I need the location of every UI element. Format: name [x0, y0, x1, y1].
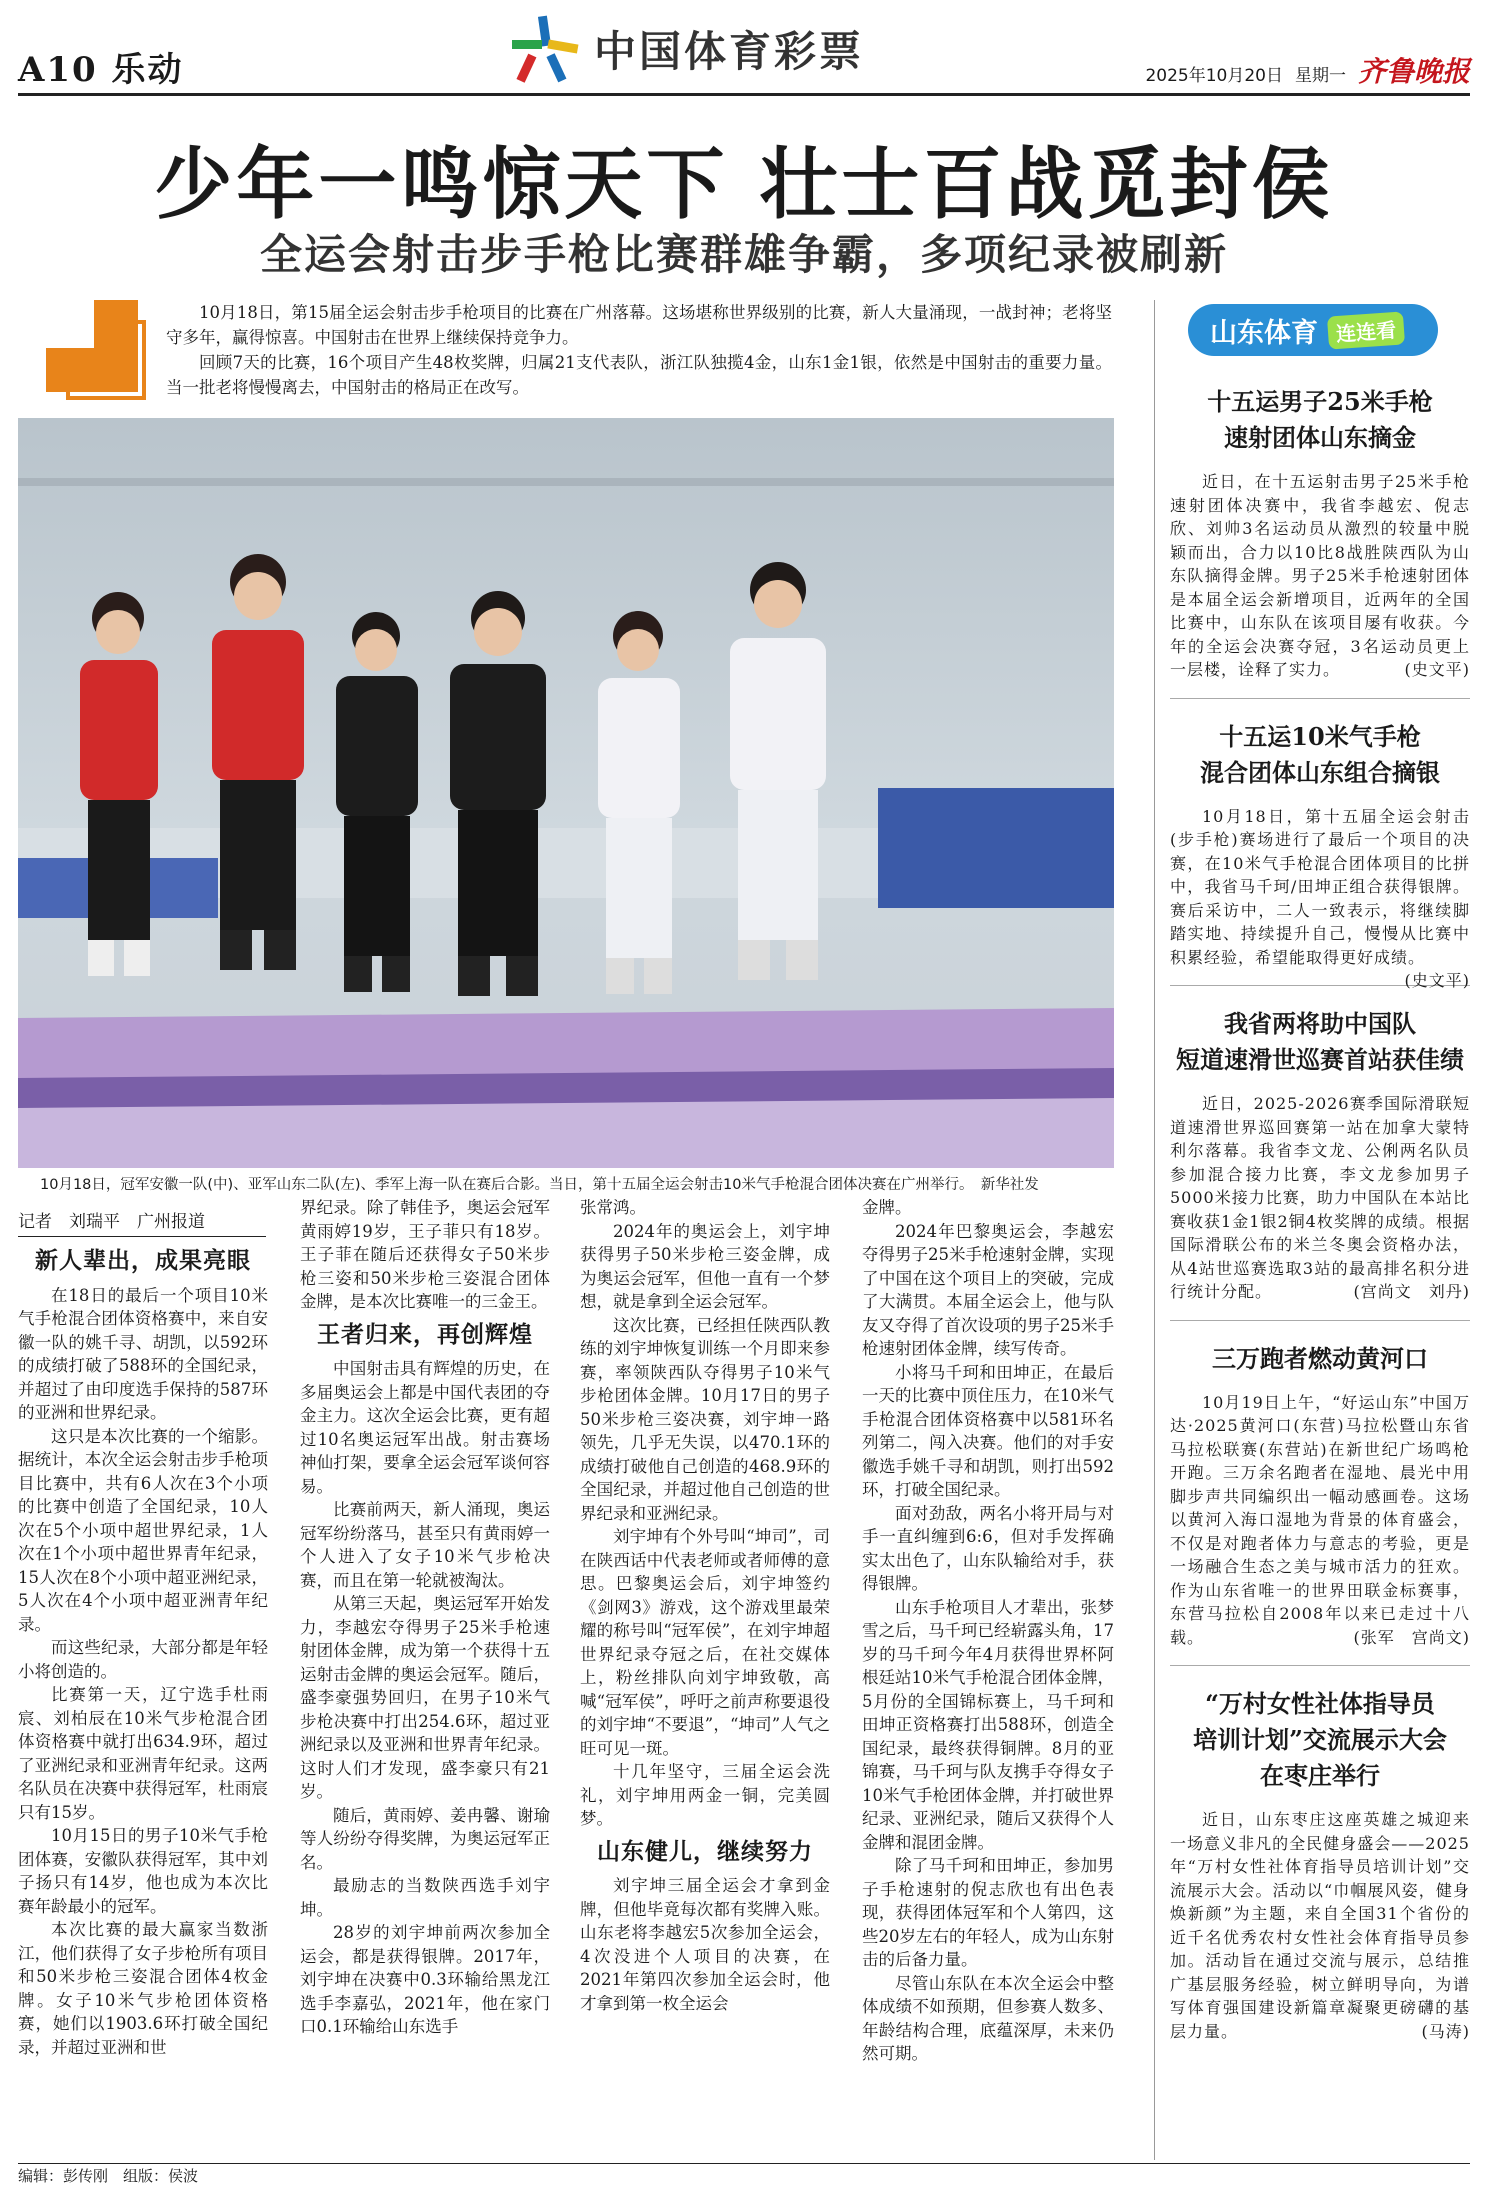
lottery-logo [510, 6, 890, 91]
newspaper-name: 齐鲁晚报 [1357, 55, 1470, 88]
article-author: (史文平) [1404, 971, 1470, 990]
sidebar-article [1170, 1341, 1470, 1650]
column-divider [1154, 300, 1155, 2160]
article-title: 十五运10米气手枪 [1219, 721, 1421, 751]
article-text: 近日，山东枣庄这座英雄之城迎来一场意义非凡的全民健身盛会——2025年“万村女性社体育指导员培训计划”交流展示大会。活动以“巾帼展风姿，健身焕新颜”为主题，来自全国31个省份的近千名优秀农村女性社会体育指导员参加。活动旨在通过交流与展示，总结推广基层服务经验，树立鲜明导向，为谱写体育强国建设新篇章凝聚更磅礴的基层力量。 [1170, 1810, 1470, 2041]
sidebar-article [1170, 384, 1470, 682]
section-heading: 山东健儿，继续努力 [597, 1838, 813, 1865]
article-title: 三万跑者燃动黄河口 [1212, 1343, 1428, 1373]
logo-text: 中国体育彩票 [594, 26, 865, 76]
issue-weekday: 星期一 [1294, 66, 1346, 86]
body-paragraph: 在18日的最后一个项目10米气手枪混合团体资格赛中，来自安徽一队的姚千寻、胡凯，以592环的成绩打破了588环的全国纪录，并超过了由印度选手保持的587环的亚洲和世界纪录。 [18, 1285, 268, 1422]
body-paragraph: 最励志的当数陕西选手刘宇坤。 [300, 1876, 550, 1919]
page-section-label: A10 乐动 [18, 50, 184, 90]
page-header [0, 0, 1488, 100]
sidebar-article [1170, 1006, 1470, 1304]
byline: 记者 刘瑞平 广州报道 [18, 1207, 266, 1237]
sidebar-divider [1170, 698, 1470, 699]
lottery-star-icon [510, 14, 580, 84]
article-text: 10月18日，第十五届全运会射击(步手枪)赛场进行了最后一个项目的决赛，在10米气手枪混合团体项目的比拼中，我省马千珂/田坤正组合获得银牌。赛后采访中，二人一致表示，将继续脚踏实地、持续提升自己，慢慢从比赛中积累经验，希望能取得更好成绩。 [1170, 806, 1470, 967]
body-paragraph: 小将马千珂和田坤正，在最后一天的比赛中顶住压力，在10米气手枪混合团体资格赛中以581环名列第二，闯入决赛。他们的对手安徽选手姚千寻和胡凯，则打出592环，打破全国纪录。 [862, 1362, 1114, 1499]
podium-photo [18, 418, 1114, 1168]
body-paragraph: 从第三天起，奥运冠军开始发力，李越宏夺得男子25米手枪速射团体金牌，成为第一个获得十五运射击金牌的奥运会冠军。随后，盛李豪强势回归，在男子10米气步枪决赛中打出254.6环，超过亚洲纪录以及亚洲和世界青年纪录。这时人们才发现，盛李豪只有21岁。 [300, 1594, 550, 1801]
sidebar-divider [1170, 1665, 1470, 1666]
lead-paragraph: 回顾7天的比赛，16个项目产生48枚奖牌，归属21支代表队，浙江队独揽4金，山东1金1银，依然是中国射击的重要力量。当一批老将慢慢离去，中国射击的格局正在改写。 [166, 353, 1112, 397]
header-rule [18, 93, 1470, 96]
body-paragraph: 除了马千珂和田坤正，参加男子手枪速射的倪志欣也有出色表现，获得团体冠军和个人第四，这些20岁左右的年轻人，成为山东射击的后备力量。 [862, 1856, 1114, 1969]
body-paragraph: 刘宇坤有个外号叫“坤司”，司在陕西话中代表老师或者师傅的意思。巴黎奥运会后，刘宇坤签约《剑网3》游戏，这个游戏里最荣耀的称号叫“冠军侯”，在刘宇坤超世界纪录夺冠之后，在社交媒体上，粉丝排队向刘宇坤致敬，高喊“冠军侯”，呼吁之前声称要退役的刘宇坤“不要退”，“坤司”人气之旺可见一斑。 [580, 1527, 830, 1758]
body-paragraph: 金牌。 [862, 1198, 912, 1217]
article-title: 培训计划”交流展示大会 [1193, 1725, 1447, 1754]
footer-rule [18, 2163, 1470, 2164]
section-heading: 王者归来，再创辉煌 [317, 1321, 533, 1348]
issue-date: 2025年10月20日 [1145, 66, 1283, 86]
sidebar-tag-title: 山东体育 [1210, 317, 1318, 349]
body-paragraph: 刘宇坤三届全运会才拿到金牌，但他毕竟每次都有奖牌入账。山东老将李越宏5次参加全运会，4次没进个人项目的决赛，在2021年第四次参加全运会时，他才拿到第一枚全运会 [580, 1876, 830, 2013]
article-text: 近日，在十五运射击男子25米手枪速射团体决赛中，我省李越宏、倪志欣、刘帅3名运动员从激烈的较量中脱颖而出，合力以10比8战胜陕西队为山东队摘得金牌。男子25米手枪速射团体是本届全运会新增项目，近两年的全国比赛中，山东队在该项目屡有收获。今年的全运会决赛夺冠，3名运动员更上一层楼，诠释了实力。 [1170, 472, 1470, 679]
article-author: (史文平) [1404, 660, 1470, 679]
photo-caption: 10月18日，冠军安徽一队(中)、亚军山东二队(左)、季军上海一队在赛后合影。当日，第十五届全运会射击10米气手枪混合团体决赛在广州举行。 新华社发 [40, 1177, 1039, 1193]
dateline [1145, 50, 1470, 90]
body-paragraph: 随后，黄雨婷、姜冉馨、谢瑜等人纷纷夺得奖牌，为奥运冠军正名。 [300, 1805, 550, 1872]
footer-credits: 编辑：彭传刚 组版：侯波 [18, 2167, 199, 2185]
article-title: 在枣庄举行 [1260, 1761, 1380, 1790]
body-paragraph: 而这些纪录，大部分都是年轻小将创造的。 [18, 1638, 268, 1681]
body-paragraph: 10月15日的男子10米气手枪团体赛，安徽队获得冠军，其中刘子扬只有14岁，他也成为本次比赛年龄最小的冠军。 [18, 1826, 268, 1916]
body-column-4 [862, 1196, 1114, 2066]
body-paragraph: 张常鸿。 [580, 1198, 646, 1217]
subheadline: 全运会射击步手枪比赛群雄争霸，多项纪录被刷新 [259, 230, 1228, 279]
body-paragraph: 面对劲敌，两名小将开局与对手一直纠缠到6:6，但对手发挥确实太出色了，山东队输给对手，获得银牌。 [862, 1503, 1114, 1593]
article-title: 速射团体山东摘金 [1224, 423, 1416, 452]
section-heading: 新人辈出，成果亮眼 [35, 1248, 251, 1274]
body-column-3 [580, 1196, 830, 2015]
body-paragraph: 比赛前两天，新人涌现，奥运冠军纷纷落马，甚至只有黄雨婷一个人进入了女子10米气步枪决赛，而且在第一轮就被淘汰。 [300, 1500, 550, 1590]
body-paragraph: 尽管山东队在本次全运会中整体成绩不如预期，但参赛人数多、年龄结构合理，底蕴深厚，未来仍然可期。 [862, 1973, 1114, 2063]
headline: 少年一鸣惊天下 壮士百战觅封侯 [154, 139, 1334, 230]
sidebar-article [1170, 1686, 1470, 2043]
body-paragraph: 28岁的刘宇坤前两次参加全运会，都是获得银牌。2017年，刘宇坤在决赛中0.3环输给黑龙江选手李嘉弘，2021年，他在家门口0.1环输给山东选手 [300, 1923, 550, 2036]
body-paragraph: 比赛第一天，辽宁选手杜雨宸、刘柏辰在10米气步枪混合团体资格赛中就打出634.9环，超过了亚洲纪录和亚洲青年纪录。这两名队员在决赛中获得冠军，杜雨宸只有15岁。 [18, 1685, 268, 1822]
body-paragraph: 2024年的奥运会上，刘宇坤获得男子50米步枪三姿金牌，成为奥运会冠军，但他一直有一个梦想，就是拿到全运会冠军。 [580, 1221, 830, 1311]
sidebar [1170, 300, 1470, 2059]
article-author: (马涛) [1421, 2021, 1470, 2041]
body-paragraph: 十几年坚守，三届全运会洗礼，刘宇坤用两金一铜，完美圆梦。 [580, 1762, 830, 1828]
body-paragraph: 这次比赛，已经担任陕西队教练的刘宇坤恢复训练一个月即来参赛，率领陕西队夺得男子10米气步枪团体金牌。10月17日的男子50米步枪三姿决赛，刘宇坤一路领先，几乎无失误，以470.1环的成绩打破他自己创造的468.9环的全国纪录，并超过他自己创造的世界纪录和亚洲纪录。 [580, 1315, 830, 1523]
sidebar-tag [1170, 300, 1470, 374]
article-title: 十五运男子25米手枪 [1207, 387, 1433, 416]
article-text: 近日，2025-2026赛季国际滑联短道速滑世界巡回赛第一站在加拿大蒙特利尔落幕。我省李文龙、公俐两名队员参加混合接力比赛，李文龙参加男子5000米接力比赛，助力中国队在本站比赛收获1金1银2铜4枚奖牌的成绩。根据国际滑联公布的米兰冬奥会资格办法，从4站世巡赛选取3站的最高排名积分进行统计分配。 [1170, 1094, 1470, 1301]
sidebar-article [1170, 719, 1470, 990]
article-author: (宫尚文 刘丹) [1353, 1282, 1470, 1301]
body-paragraph: 2024年巴黎奥运会，李越宏夺得男子25米手枪速射金牌，实现了中国在这个项目上的突破，完成了大满贯。本届全运会上，他与队友又夺得了首次设项的男子25米手枪速射团体金牌，续写传奇。 [862, 1221, 1114, 1358]
body-paragraph: 本次比赛的最大赢家当数浙江，他们获得了女子步枪所有项目和50米步枪三姿混合团体4枚金牌。女子10米气步枪团体资格赛，她们以1903.6环打破全国纪录，并超过亚洲和世 [18, 1920, 268, 2057]
body-column-1 [18, 1240, 268, 2059]
body-paragraph: 界纪录。除了韩佳予，奥运会冠军黄雨婷19岁，王子菲只有18岁。王子菲在随后还获得女子50米步枪三姿和50米步枪三姿混合团体金牌，是本次比赛唯一的三金王。 [300, 1198, 550, 1311]
sidebar-divider [1170, 1320, 1470, 1321]
article-author: (张军 宫尚文) [1353, 1627, 1470, 1647]
lead-paragraph: 10月18日，第15届全运会射击步手枪项目的比赛在广州落幕。这场堪称世界级别的比赛，新人大量涌现，一战封神；老将坚守多年，赢得惊喜。中国射击在世界上继续保持竞争力。 [166, 303, 1112, 347]
lead-decoration [46, 300, 138, 392]
article-title: “万村女性社体指导员 [1205, 1689, 1435, 1718]
article-title: 短道速滑世巡赛首站获佳绩 [1176, 1045, 1464, 1074]
article-title: 我省两将助中国队 [1224, 1009, 1416, 1038]
article-text: 10月19日上午，“好运山东”中国万达·2025黄河口(东营)马拉松暨山东省马拉松联赛(东营站)在新世纪广场鸣枪开跑。三万余名跑者在湿地、晨光中用脚步声共同编织出一幅动感画卷。这场以黄河入海口湿地为背景的体育盛会，不仅是对跑者体力与意志的考验，更是一场融合生态之美与城市活力的狂欢。作为山东省唯一的世界田联金标赛事，东营马拉松自2008年以来已走过十八载。 [1170, 1392, 1470, 1647]
body-column-2 [300, 1196, 550, 2039]
article-title: 混合团体山东组合摘银 [1200, 757, 1440, 787]
body-paragraph: 这只是本次比赛的一个缩影。据统计，本次全运会射击步手枪项目比赛中，共有6人次在3个小项的比赛中创造了全国纪录，10人次在5个小项中超世界纪录，1人次在1个小项中超世界青年纪录，15人次在8个小项中超亚洲纪录，5人次在4个小项中超亚洲青年纪录。 [18, 1426, 268, 1634]
lead-paragraphs [166, 300, 1112, 400]
body-paragraph: 山东手枪项目人才辈出，张梦雪之后，马千珂已经崭露头角，17岁的马千珂今年4月获得世界杯阿根廷站10米气手枪混合团体金牌，5月份的全国锦标赛上，马千珂和田坤正资格赛打出588环，创造全国纪录，最终获得铜牌。8月的亚锦赛，马千珂与队友携手夺得女子10米气手枪团体金牌，并打破世界纪录、亚洲纪录，随后又获得个人金牌和混团金牌。 [862, 1597, 1114, 1852]
sidebar-tag-sub: 连连看 [1327, 311, 1405, 349]
body-paragraph: 中国射击具有辉煌的历史，在多届奥运会上都是中国代表团的夺金主力。这次全运会比赛，更有超过10名奥运冠军出战。射击赛场神仙打架，要拿全运会冠军谈何容易。 [300, 1359, 550, 1496]
